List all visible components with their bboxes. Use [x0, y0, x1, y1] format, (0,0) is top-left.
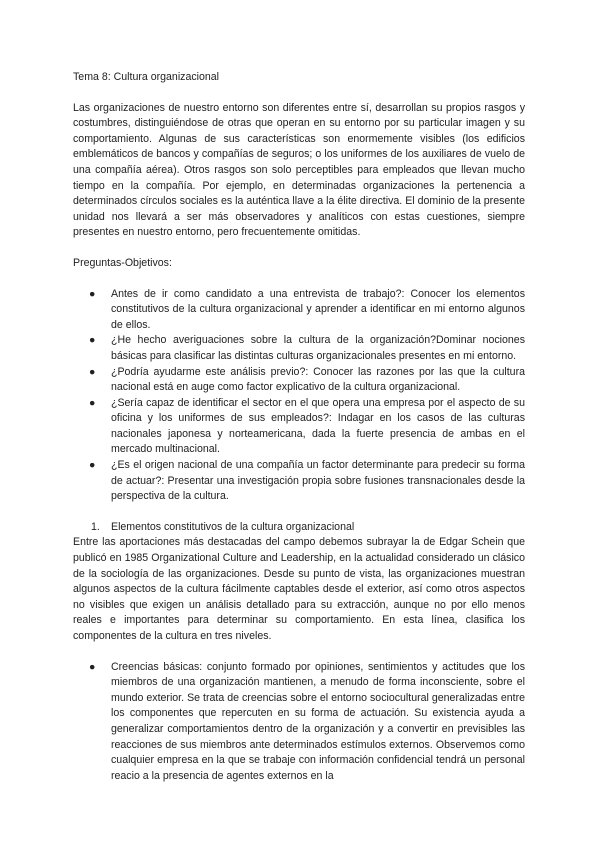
section-paragraph: Entre las aportaciones más destacadas del campo debemos subrayar la de Edgar Schein que publicó en 1985 Organizational Culture and Leadership, en la actualidad considerado un clásico de la sociología de las organizaciones. Desde su punto de vista, las organizaciones muestran algunos aspectos de la cultura fácilmente captables desde el exterior, así como otros aspectos no visibles que exigen un análisis detallado para su extracción, aunque no por ello menos reales e importantes para determinar su comportamiento. En esta línea, clasifica los componentes de la cultura en tres niveles.	[73, 536, 525, 642]
objective-text: ¿Podría ayudarme este análisis previo?: Conocer las razones por las que la cultura nacional está en auge como factor explicativo de la cultura organizacional.	[111, 365, 525, 394]
bullet-icon: ●	[89, 365, 96, 378]
bullet-icon: ●	[89, 459, 96, 472]
section-number: 1.	[91, 520, 100, 533]
objective-text: Antes de ir como candidato a una entrevista de trabajo?: Conocer los elementos constitutivos de la cultura organizacional y aprender a identificar en mi entorno algunos de ellos.	[111, 287, 525, 331]
section-heading	[73, 520, 525, 536]
objective-text: ¿He hecho averiguaciones sobre la cultura de la organización?Dominar nociones básicas para clasificar las distintas culturas organizacionales presentes en mi entorno.	[111, 334, 525, 362]
section-title: Elementos constitutivos de la cultura organizacional	[111, 520, 355, 533]
list-item	[73, 287, 525, 334]
bullet-icon: ●	[89, 396, 96, 409]
level-text: Creencias básicas: conjunto formado por opiniones, sentimientos y actitudes que los miembros de una organización mantienen, a menudo de forma inconsciente, sobre el mundo exterior. Se trata de creencias sobre el entorno sociocultural generalizadas entre los componentes que repercuten en su forma de actuación. Su existencia ayuda a generalizar comportamientos dentro de la organización y a convertir en previsibles las reacciones de sus miembros ante determinados estímulos externos. Observemos como cualquier empresa en la que se trabaje con información confidencial tendrá un personal reacio a la presencia de agentes externos en la	[111, 660, 525, 782]
document-title: Tema 8: Cultura organizacional	[73, 71, 220, 83]
bullet-icon: ●	[89, 660, 96, 673]
list-item	[73, 333, 525, 364]
list-item	[73, 365, 525, 396]
objectives-list	[73, 287, 525, 505]
list-item	[73, 458, 525, 505]
levels-list	[73, 660, 525, 785]
questions-heading: Preguntas-Objetivos:	[73, 256, 172, 269]
intro-paragraph: Las organizaciones de nuestro entorno son diferentes entre sí, desarrollan su propios rasgos y costumbres, distinguiéndose de otras que operan en su entorno por su particular imagen y su comportamiento. Algunas de sus características son enormemente visibles (los edificios emblemáticos de bancos y compañías de seguros; o los uniformes de los auxiliares de vuelo de una compañía aérea). Otros rasgos son solo perceptibles para empleados que llevan mucho tiempo en la compañía. Por ejemplo, en determinadas organizaciones la pertenencia a determinados círculos sociales es la auténtica llave a la élite directiva. El dominio de la presente unidad nos llevará a ser más observadores y analíticos con estas cuestiones, siempre presentes en nuestro entorno, pero frecuentemente omitidas.	[73, 101, 525, 239]
bullet-icon: ●	[89, 334, 96, 347]
list-item	[73, 396, 525, 458]
bullet-icon: ●	[89, 287, 96, 300]
objective-text: ¿Sería capaz de identificar el sector en el que opera una empresa por el aspecto de su oficina y los uniformes de sus empleados?: Indagar en los casos de las culturas nacionales japonesa y norteamericana, dada la fuerte presencia de ambas en el mercado multinacional.	[111, 396, 525, 456]
list-item	[73, 660, 525, 785]
objective-text: ¿Es el origen nacional de una compañía un factor determinante para predecir su forma de actuar?: Presentar una investigación propia sobre fusiones transnacionales desde la perspectiva de la cultura.	[111, 459, 525, 503]
